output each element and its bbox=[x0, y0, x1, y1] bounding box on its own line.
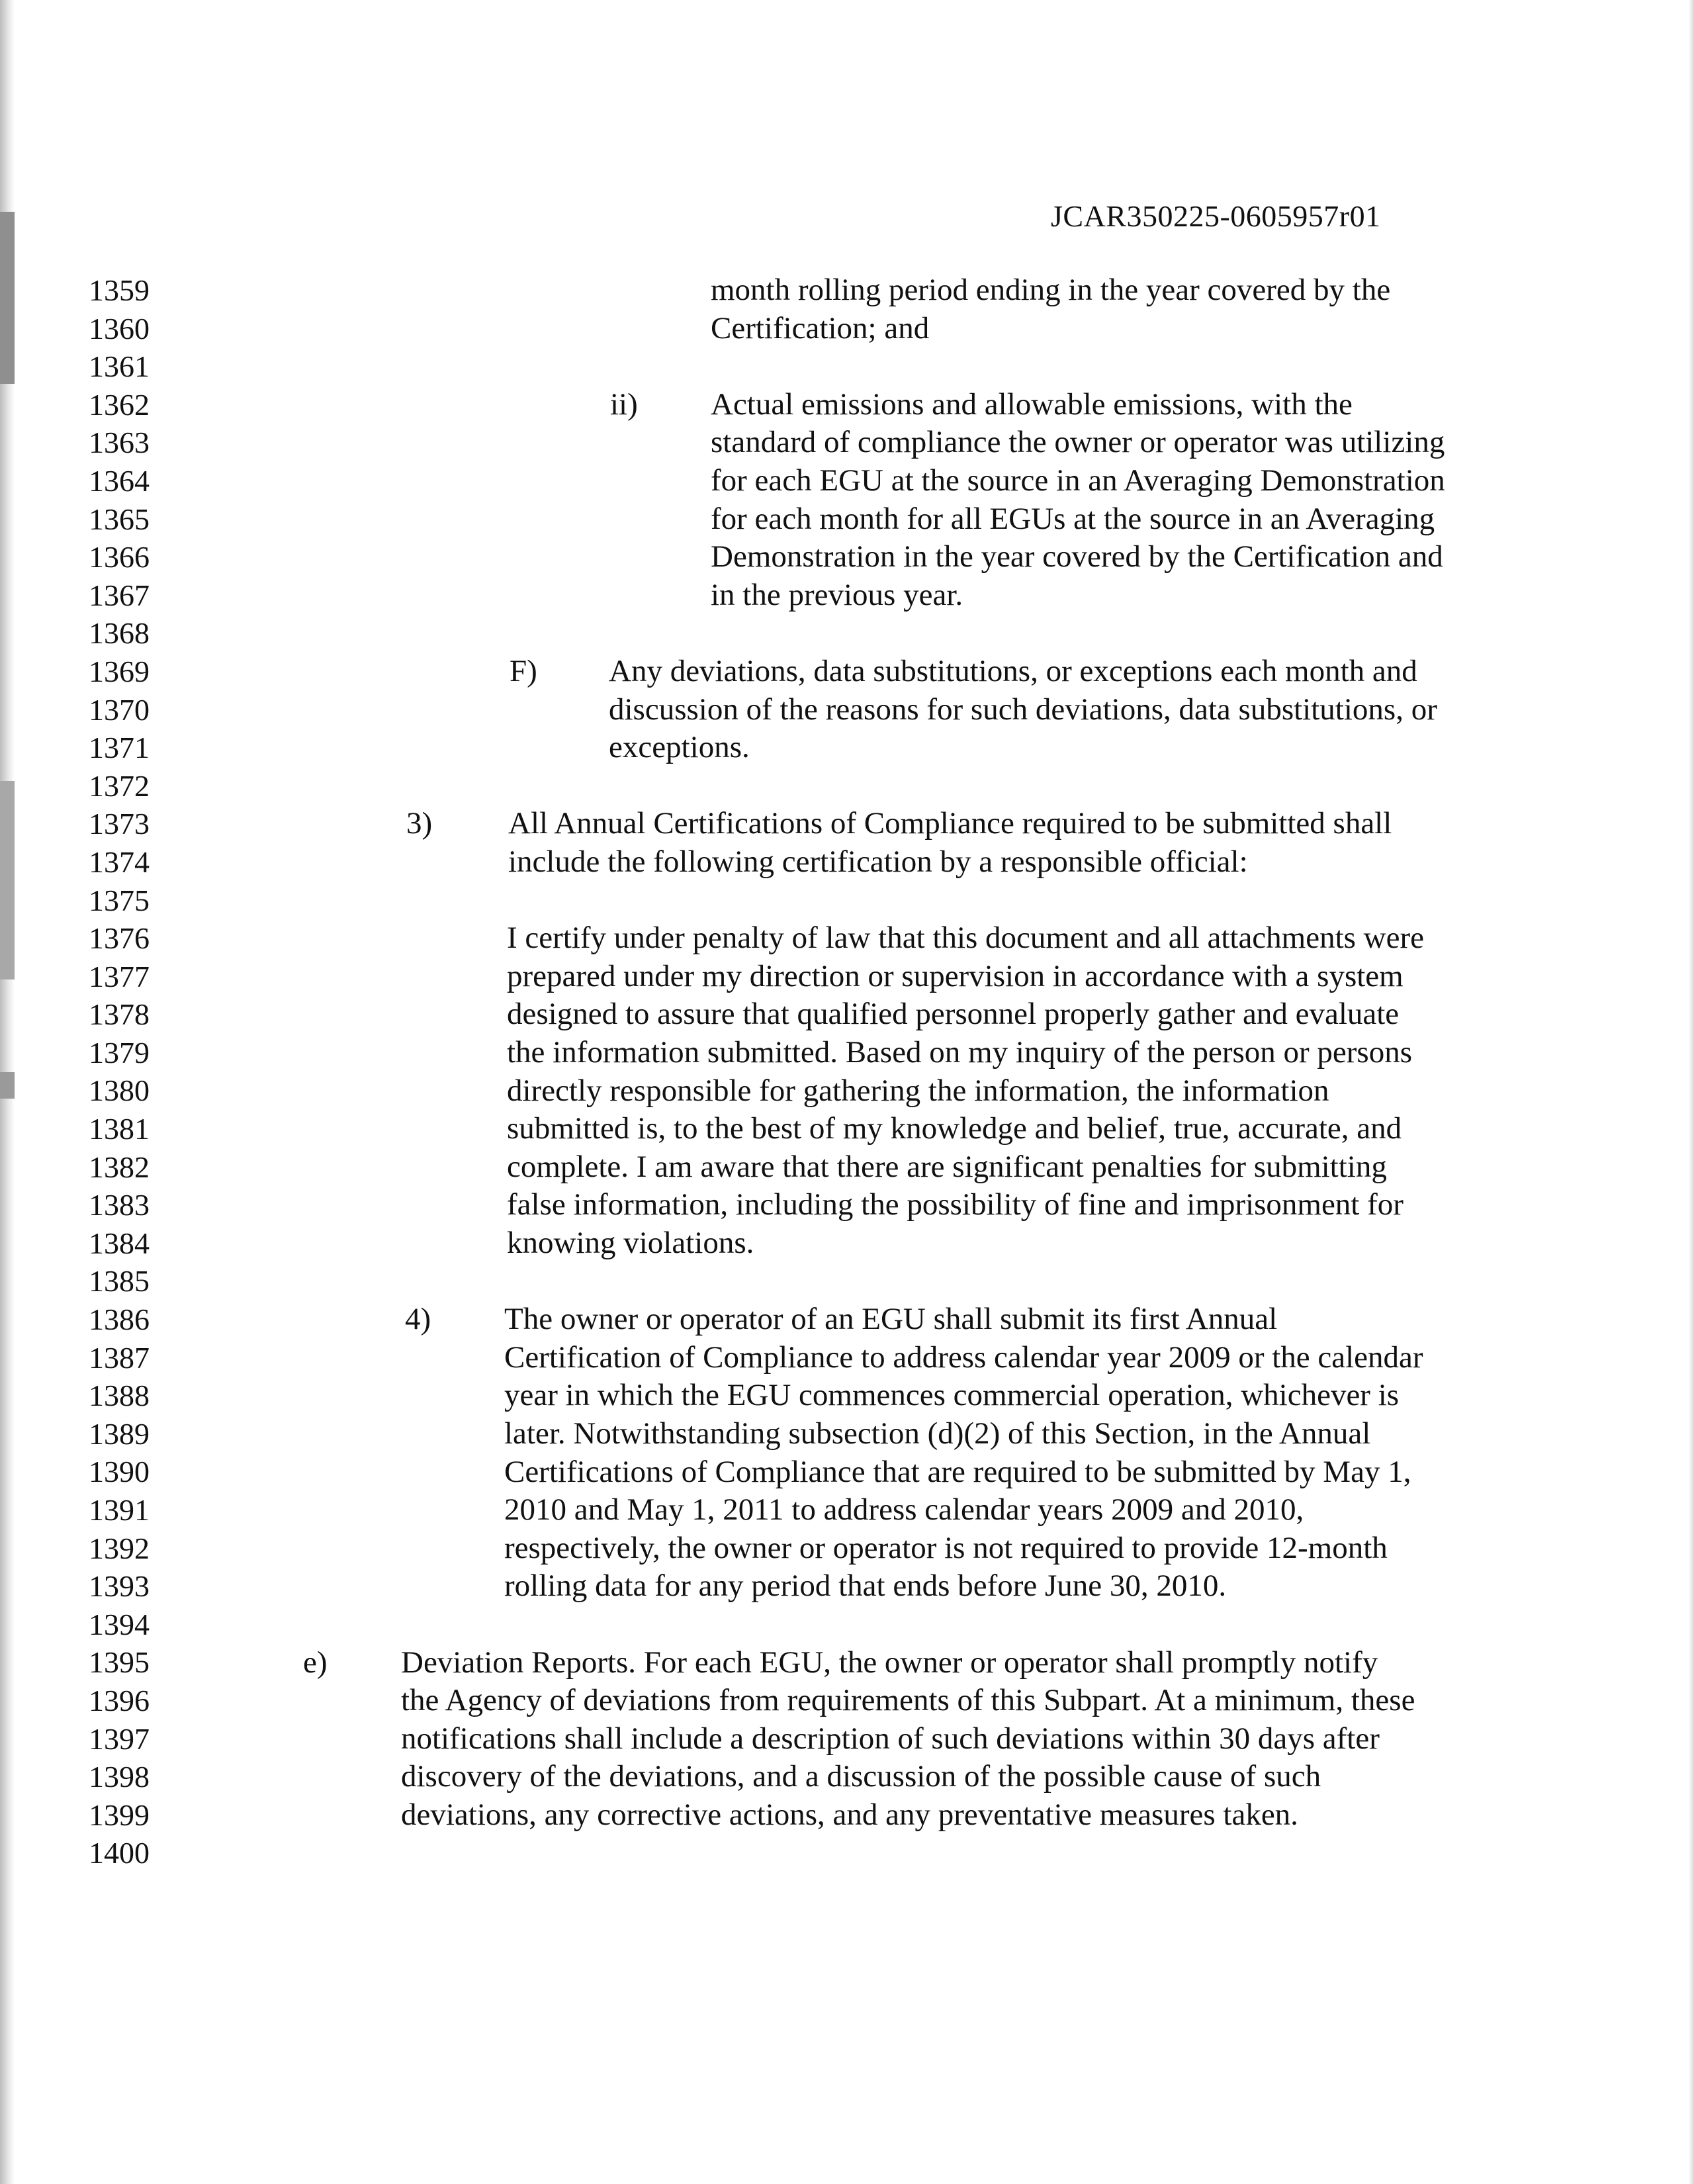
scan-shadow-band bbox=[0, 212, 15, 384]
line-number: 1379 bbox=[89, 1035, 150, 1069]
text-line: respectively, the owner or operator is not required to provide 12-month bbox=[504, 1530, 1388, 1565]
text-line: submitted is, to the best of my knowledge and belief, true, accurate, and bbox=[507, 1111, 1402, 1146]
text-line: for each month for all EGUs at the source in an Averaging bbox=[711, 501, 1435, 536]
scan-edge-right bbox=[1689, 0, 1694, 2184]
line-number: 1390 bbox=[89, 1455, 150, 1489]
line-number: 1389 bbox=[89, 1416, 150, 1451]
item-marker-4: 4) bbox=[405, 1302, 431, 1337]
text-line: 2010 and May 1, 2011 to address calendar years 2009 and 2010, bbox=[504, 1492, 1304, 1527]
text-line: standard of compliance the owner or operator was utilizing bbox=[711, 425, 1445, 460]
document-id-header: JCAR350225-0605957r01 bbox=[1051, 199, 1381, 233]
text-line: prepared under my direction or supervision in accordance with a system bbox=[507, 958, 1404, 993]
line-number: 1369 bbox=[89, 654, 150, 688]
item-marker-F: F) bbox=[510, 654, 537, 688]
line-number-column bbox=[89, 271, 150, 1872]
text-line: knowing violations. bbox=[507, 1225, 754, 1260]
paragraph-e-deviation-reports bbox=[401, 1644, 1415, 1835]
paragraph-F bbox=[609, 653, 1437, 767]
line-number: 1365 bbox=[89, 502, 150, 536]
line-number: 1381 bbox=[89, 1112, 150, 1146]
text-line: discovery of the deviations, and a discussion of the possible cause of such bbox=[401, 1759, 1321, 1794]
line-number: 1380 bbox=[89, 1073, 150, 1108]
line-number: 1392 bbox=[89, 1531, 150, 1565]
text-line: include the following certification by a responsible official: bbox=[508, 844, 1248, 879]
text-line: Deviation Reports. For each EGU, the owner or operator shall promptly notify bbox=[401, 1645, 1378, 1680]
text-line: deviations, any corrective actions, and any preventative measures taken. bbox=[401, 1797, 1298, 1832]
line-number: 1391 bbox=[89, 1493, 150, 1527]
line-number: 1373 bbox=[89, 807, 150, 841]
line-number: 1363 bbox=[89, 426, 150, 460]
line-number: 1359 bbox=[89, 273, 150, 307]
line-number: 1385 bbox=[89, 1264, 150, 1298]
paragraph-continuation bbox=[711, 271, 1390, 347]
line-number: 1370 bbox=[89, 692, 150, 727]
line-number: 1367 bbox=[89, 578, 150, 612]
scan-shadow-band bbox=[0, 1072, 15, 1099]
text-line: Actual emissions and allowable emissions, with the bbox=[711, 387, 1353, 422]
line-number: 1393 bbox=[89, 1569, 150, 1604]
paragraph-ii bbox=[711, 386, 1445, 615]
item-marker-3: 3) bbox=[406, 806, 433, 841]
text-line: All Annual Certifications of Compliance required to be submitted shall bbox=[508, 806, 1392, 841]
paragraph-4 bbox=[504, 1300, 1423, 1606]
line-number: 1396 bbox=[89, 1683, 150, 1717]
line-number: 1375 bbox=[89, 883, 150, 917]
line-number: 1400 bbox=[89, 1836, 150, 1870]
text-line: I certify under penalty of law that this document and all attachments were bbox=[507, 921, 1424, 956]
certification-statement bbox=[507, 919, 1424, 1262]
text-line: directly responsible for gathering the information, the information bbox=[507, 1073, 1329, 1108]
text-line: complete. I am aware that there are significant penalties for submitting bbox=[507, 1149, 1387, 1184]
line-number: 1388 bbox=[89, 1379, 150, 1413]
line-number: 1360 bbox=[89, 311, 150, 345]
text-line: Certification; and bbox=[711, 310, 930, 345]
text-line: Certification of Compliance to address calendar year 2009 or the calendar bbox=[504, 1340, 1423, 1375]
line-number: 1387 bbox=[89, 1340, 150, 1375]
paragraph-3 bbox=[508, 805, 1392, 881]
line-number: 1376 bbox=[89, 921, 150, 956]
line-number: 1378 bbox=[89, 997, 150, 1032]
text-line: in the previous year. bbox=[711, 577, 963, 612]
line-number: 1399 bbox=[89, 1797, 150, 1832]
text-line: Demonstration in the year covered by the Certification and bbox=[711, 539, 1443, 574]
line-number: 1368 bbox=[89, 616, 150, 651]
line-number: 1397 bbox=[89, 1721, 150, 1756]
text-line: for each EGU at the source in an Averaging Demonstration bbox=[711, 463, 1445, 498]
line-number: 1374 bbox=[89, 844, 150, 879]
item-marker-e: e) bbox=[303, 1645, 328, 1680]
text-line: later. Notwithstanding subsection (d)(2) of this Section, in the Annual bbox=[504, 1416, 1371, 1451]
line-number: 1383 bbox=[89, 1188, 150, 1222]
line-number: 1366 bbox=[89, 540, 150, 574]
line-number: 1372 bbox=[89, 768, 150, 803]
line-number: 1386 bbox=[89, 1302, 150, 1337]
text-line: year in which the EGU commences commercial operation, whichever is bbox=[504, 1378, 1400, 1413]
line-number: 1395 bbox=[89, 1645, 150, 1680]
scan-edge-left bbox=[0, 0, 15, 2184]
text-line: the Agency of deviations from requirements of this Subpart. At a minimum, these bbox=[401, 1683, 1415, 1718]
text-line: Any deviations, data substitutions, or exceptions each month and bbox=[609, 654, 1417, 688]
text-line: rolling data for any period that ends before June 30, 2010. bbox=[504, 1569, 1227, 1604]
text-line: designed to assure that qualified personnel properly gather and evaluate bbox=[507, 997, 1400, 1032]
line-number: 1377 bbox=[89, 959, 150, 993]
line-number: 1371 bbox=[89, 731, 150, 765]
text-line: notifications shall include a description of such deviations within 30 days after bbox=[401, 1721, 1380, 1756]
text-line: the information submitted. Based on my inquiry of the person or persons bbox=[507, 1034, 1413, 1069]
line-number: 1382 bbox=[89, 1150, 150, 1184]
line-number: 1394 bbox=[89, 1607, 150, 1641]
text-line: exceptions. bbox=[609, 730, 750, 765]
scan-shadow-band bbox=[0, 781, 15, 979]
line-number: 1384 bbox=[89, 1226, 150, 1260]
item-marker-ii: ii) bbox=[610, 387, 638, 422]
text-line: month rolling period ending in the year covered by the bbox=[711, 273, 1391, 307]
text-line: Certifications of Compliance that are required to be submitted by May 1, bbox=[504, 1454, 1411, 1489]
line-number: 1364 bbox=[89, 463, 150, 498]
line-number: 1362 bbox=[89, 387, 150, 422]
text-line: The owner or operator of an EGU shall submit its first Annual bbox=[504, 1302, 1278, 1337]
text-line: false information, including the possibility of fine and imprisonment for bbox=[507, 1187, 1404, 1222]
text-line: discussion of the reasons for such deviations, data substitutions, or bbox=[609, 692, 1437, 727]
line-number: 1398 bbox=[89, 1760, 150, 1794]
line-number: 1361 bbox=[89, 349, 150, 384]
